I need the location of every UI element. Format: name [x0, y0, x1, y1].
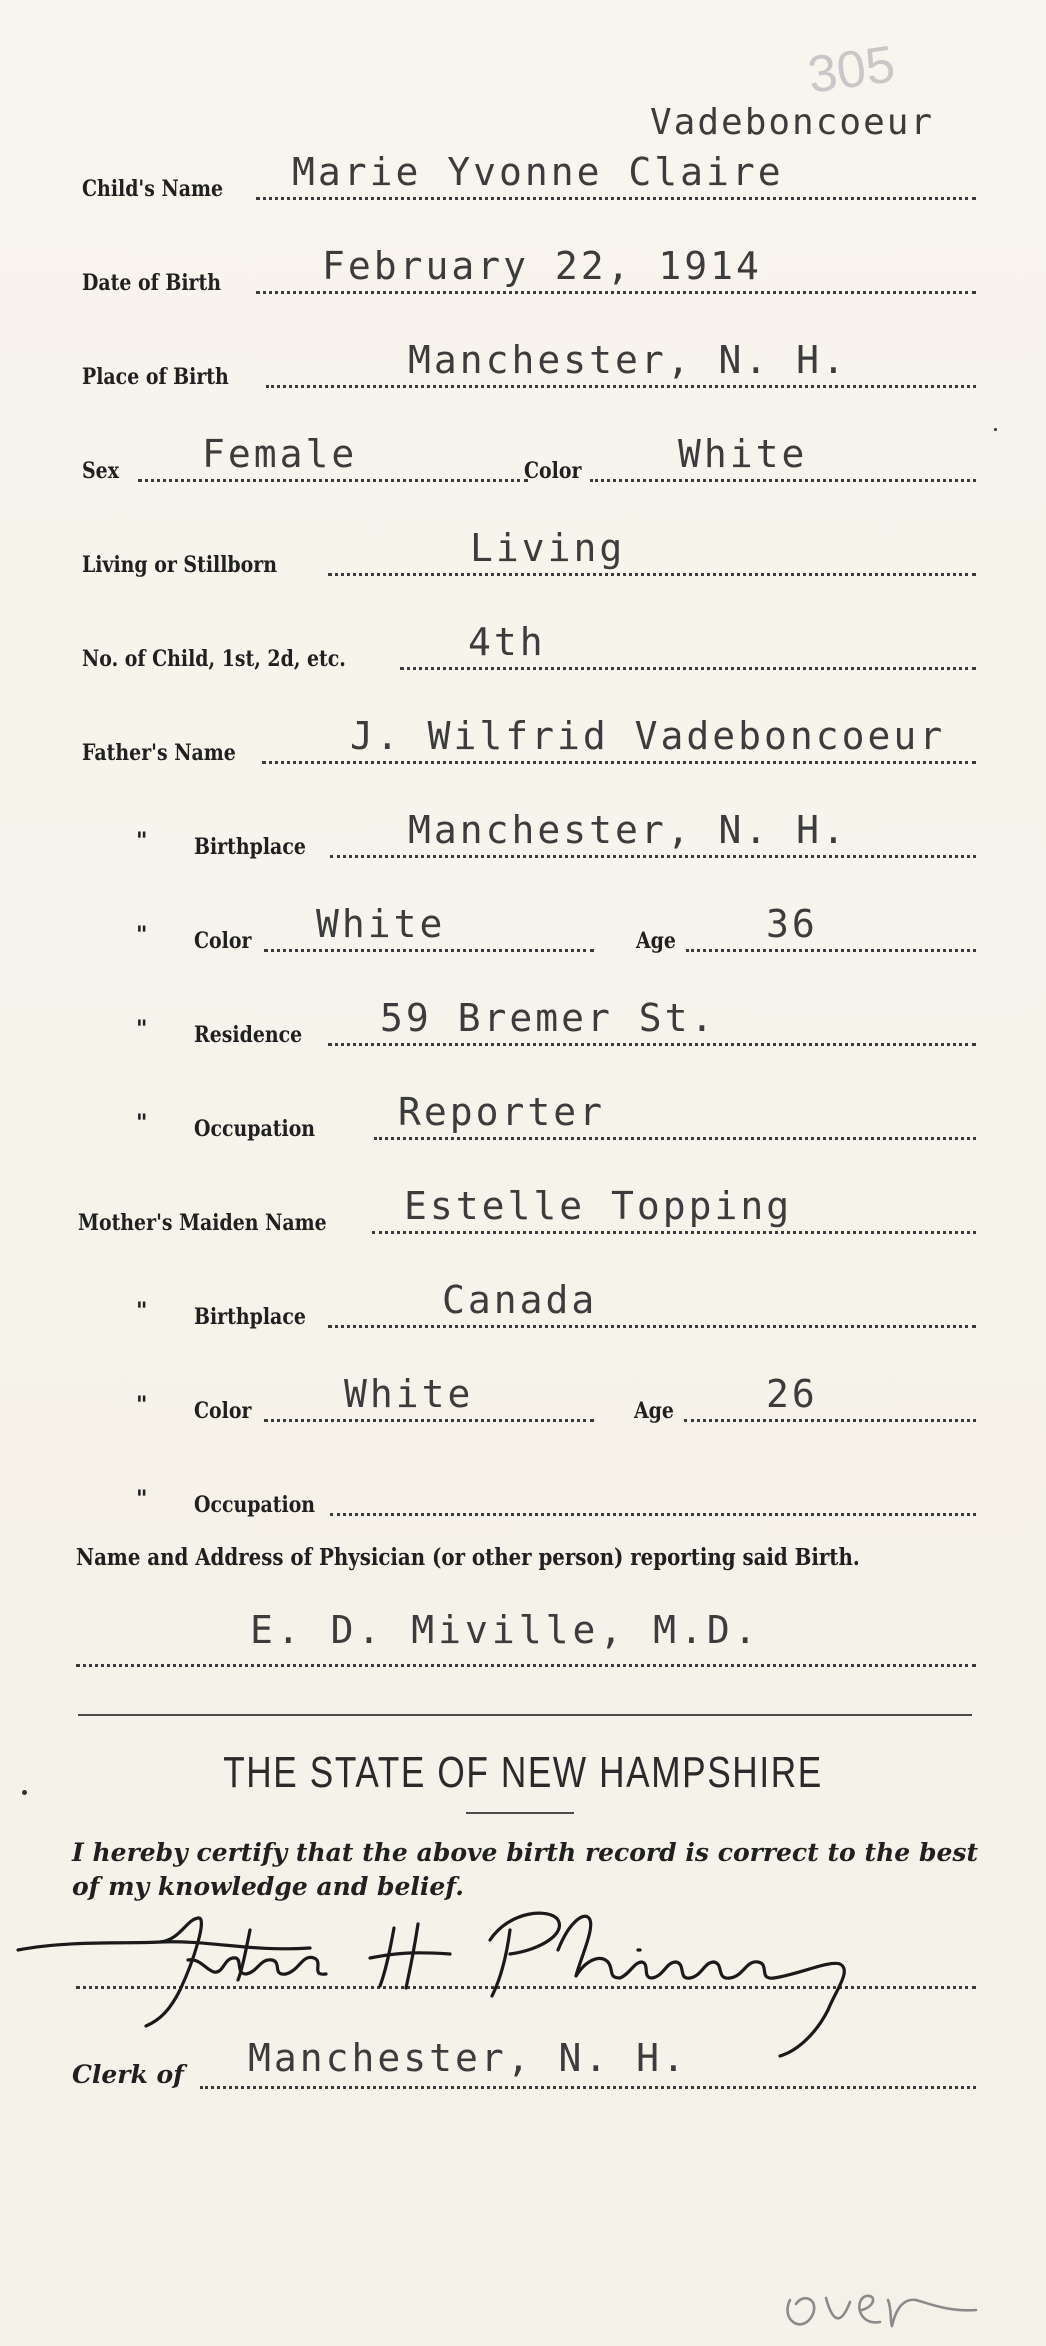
field-value-2: White	[678, 432, 808, 476]
field-label: Color	[194, 1398, 252, 1424]
field-label: Father's Name	[82, 740, 236, 766]
speck	[994, 428, 997, 431]
field-label: Birthplace	[194, 1304, 306, 1330]
field-date-of-birth	[78, 242, 978, 302]
field-value: J. Wilfrid Vadeboncoeur	[350, 714, 946, 758]
dotted-line	[200, 2086, 976, 2089]
field-father-residence	[78, 994, 978, 1054]
field-label: Mother's Maiden Name	[78, 1210, 327, 1236]
dotted-line	[684, 1419, 976, 1422]
dotted-line	[138, 479, 528, 482]
field-mothers-maiden-name	[78, 1182, 978, 1242]
divider	[466, 1812, 574, 1814]
physician-value: E. D. Miville, M.D.	[250, 1608, 761, 1652]
field-label-2: Color	[524, 458, 582, 484]
dotted-line	[330, 855, 976, 858]
dotted-line	[328, 1325, 976, 1328]
field-value: Estelle Topping	[404, 1184, 793, 1228]
field-father-occupation	[78, 1088, 978, 1148]
dotted-line	[256, 197, 976, 200]
ditto-mark: "	[136, 922, 148, 948]
ditto-mark: "	[136, 1392, 148, 1418]
field-child-number	[78, 618, 978, 678]
field-label: Occupation	[194, 1116, 316, 1142]
field-living-or-stillborn	[78, 524, 978, 584]
speck	[22, 1790, 27, 1795]
field-place-of-birth	[78, 336, 978, 396]
dotted-line	[264, 949, 594, 952]
dotted-line	[400, 667, 976, 670]
field-mother-birthplace	[78, 1276, 978, 1336]
stamp-number: 305	[804, 35, 899, 105]
field-value: White	[316, 902, 446, 946]
dotted-line	[76, 1664, 976, 1667]
field-sex-color	[78, 430, 978, 490]
dotted-line	[266, 385, 976, 388]
field-value: 59 Bremer St.	[380, 996, 717, 1040]
field-label: Sex	[82, 458, 119, 484]
ditto-mark: "	[136, 1486, 148, 1512]
dotted-line	[590, 479, 976, 482]
field-value: White	[344, 1372, 474, 1416]
back-note-over	[780, 2260, 980, 2340]
field-label: Residence	[194, 1022, 303, 1048]
dotted-line	[372, 1231, 976, 1234]
dotted-line	[262, 761, 976, 764]
dotted-line	[374, 1137, 976, 1140]
field-mother-occupation	[78, 1464, 978, 1524]
field-value: Marie Yvonne Claire	[292, 150, 784, 194]
dotted-line	[328, 573, 976, 576]
ditto-mark: "	[136, 1110, 148, 1136]
field-label: Occupation	[194, 1492, 316, 1518]
field-label: No. of Child, 1st, 2d, etc.	[82, 646, 346, 672]
dotted-line	[330, 1513, 976, 1516]
clerk-label: Clerk of	[72, 2060, 184, 2089]
ditto-mark: "	[136, 828, 148, 854]
dotted-line	[686, 949, 976, 952]
field-fathers-name	[78, 712, 978, 772]
field-value: February 22, 1914	[322, 244, 762, 288]
dotted-line	[256, 291, 976, 294]
field-label: Child's Name	[82, 176, 224, 202]
field-label: Place of Birth	[82, 364, 229, 390]
field-value: Manchester, N. H.	[408, 808, 848, 852]
field-mother-color-age	[78, 1370, 978, 1430]
ditto-mark: "	[136, 1016, 148, 1042]
field-value: Canada	[442, 1278, 598, 1322]
dotted-line	[264, 1419, 594, 1422]
ditto-mark: "	[136, 1298, 148, 1324]
field-label: Birthplace	[194, 834, 306, 860]
state-title: THE STATE OF NEW HAMPSHIRE	[223, 1748, 823, 1797]
field-label-2: Age	[636, 928, 676, 954]
field-label: Color	[194, 928, 252, 954]
field-father-birthplace	[78, 806, 978, 866]
field-label-2: Age	[634, 1398, 674, 1424]
field-value: Female	[202, 432, 358, 476]
field-value: Reporter	[398, 1090, 606, 1134]
dotted-line	[328, 1043, 976, 1046]
field-value-2: 26	[766, 1372, 818, 1416]
field-value-2: 36	[766, 902, 818, 946]
surname: Vadeboncoeur	[650, 102, 935, 143]
field-label: Date of Birth	[82, 270, 222, 296]
field-value: 4th	[468, 620, 546, 664]
clerk-value: Manchester, N. H.	[248, 2036, 688, 2080]
field-childs-name	[78, 148, 978, 208]
physician-label: Name and Address of Physician (or other person) reporting said Birth.	[76, 1544, 860, 1571]
field-label: Living or Stillborn	[82, 552, 277, 578]
divider	[78, 1714, 972, 1716]
certification-text: I hereby certify that the above birth record is correct to the best of my knowledge and belief.	[72, 1838, 978, 1901]
field-value: Living	[470, 526, 626, 570]
field-father-color-age	[78, 900, 978, 960]
field-value: Manchester, N. H.	[408, 338, 848, 382]
